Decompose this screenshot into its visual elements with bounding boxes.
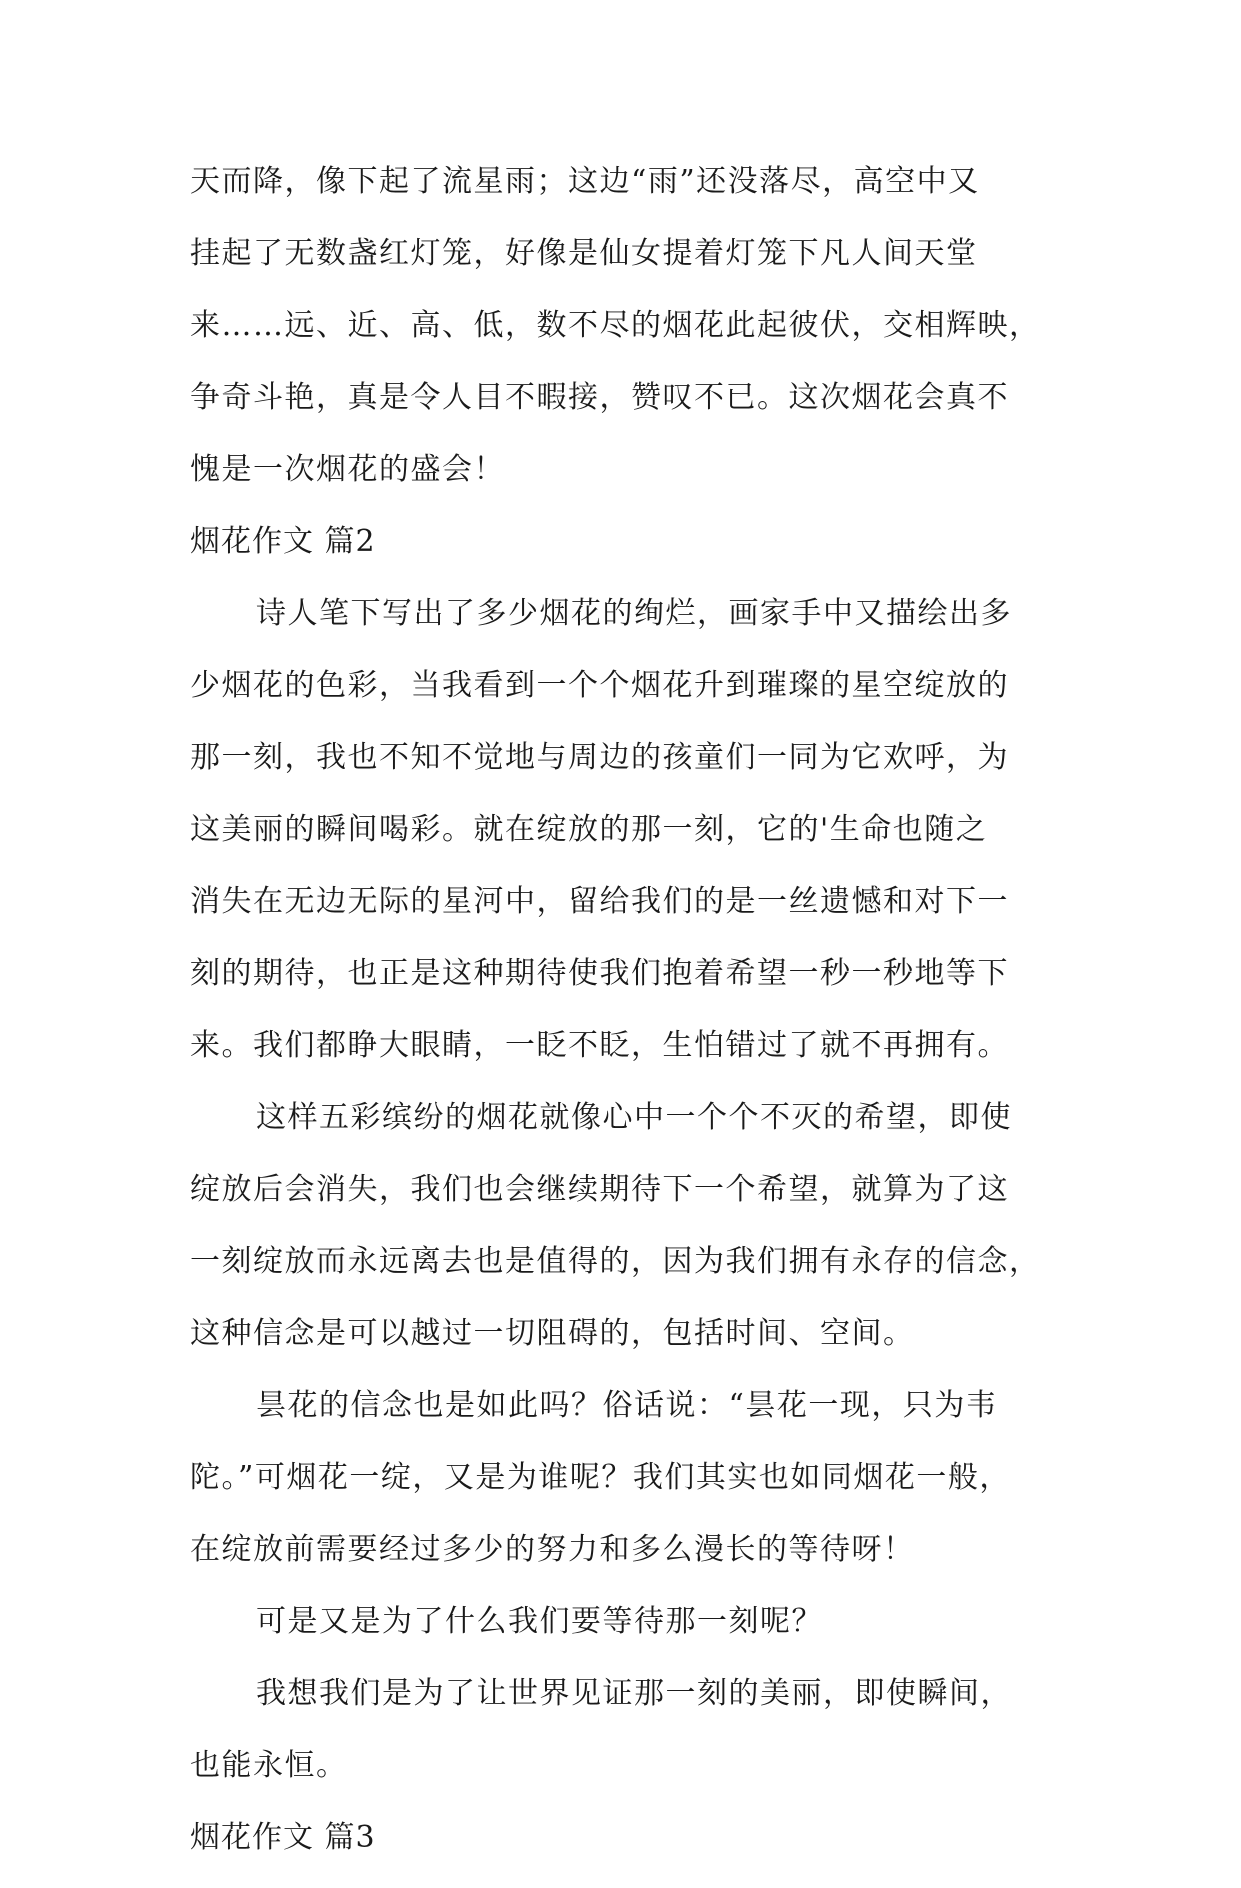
text-line: 愧是一次烟花的盛会！	[190, 452, 505, 487]
document-page	[190, 160, 1070, 1888]
text-line: 昙花的信念也是如此吗？俗话说：“昙花一现，只为韦	[256, 1388, 998, 1423]
text-line: 一刻绽放而永远离去也是值得的，因为我们拥有永存的信念，	[190, 1244, 1041, 1279]
text-line: 诗人笔下写出了多少烟花的绚烂，画家手中又描绘出多	[256, 596, 1012, 631]
text-line: 这美丽的瞬间喝彩。就在绽放的那一刻，它的'生命也随之	[190, 812, 988, 847]
paragraph	[190, 1672, 1070, 1788]
paragraph	[190, 1384, 1070, 1572]
text-line: 我想我们是为了让世界见证那一刻的美丽，即使瞬间，	[256, 1676, 1012, 1711]
text-line: 争奇斗艳，真是令人目不暇接，赞叹不已。这次烟花会真不	[190, 380, 1009, 415]
section-title: 烟花作文 篇3	[190, 1820, 376, 1855]
text-line: 陀。”可烟花一绽，又是为谁呢？我们其实也如同烟花一般，	[190, 1460, 1011, 1495]
continuation-paragraph	[190, 160, 1070, 492]
section-title: 烟花作文 篇2	[190, 524, 376, 559]
text-line: 来。我们都睁大眼睛，一眨不眨，生怕错过了就不再拥有。	[190, 1028, 1009, 1063]
text-line: 在绽放前需要经过多少的努力和多么漫长的等待呀！	[190, 1532, 915, 1567]
text-line: 来……远、近、高、低，数不尽的烟花此起彼伏，交相辉映，	[190, 308, 1041, 343]
text-line: 绽放后会消失，我们也会继续期待下一个希望，就算为了这	[190, 1172, 1009, 1207]
text-line: 少烟花的色彩，当我看到一个个烟花升到璀璨的星空绽放的	[190, 668, 1009, 703]
text-line: 可是又是为了什么我们要等待那一刻呢？	[256, 1604, 823, 1639]
text-line: 那一刻，我也不知不觉地与周边的孩童们一同为它欢呼，为	[190, 740, 1009, 775]
paragraph	[190, 1096, 1070, 1356]
text-line: 也能永恒。	[190, 1748, 348, 1783]
text-line: 刻的期待，也正是这种期待使我们抱着希望一秒一秒地等下	[190, 956, 1009, 991]
text-line: 挂起了无数盏红灯笼，好像是仙女提着灯笼下凡人间天堂	[190, 236, 978, 271]
text-line: 天而降，像下起了流星雨；这边“雨”还没落尽，高空中又	[190, 164, 980, 199]
text-line: 消失在无边无际的星河中，留给我们的是一丝遗憾和对下一	[190, 884, 1009, 919]
paragraph	[190, 1600, 1070, 1644]
text-line: 这种信念是可以越过一切阻碍的，包括时间、空间。	[190, 1316, 915, 1351]
text-line: 这样五彩缤纷的烟花就像心中一个个不灭的希望，即使	[256, 1100, 1012, 1135]
paragraph	[190, 592, 1070, 1068]
